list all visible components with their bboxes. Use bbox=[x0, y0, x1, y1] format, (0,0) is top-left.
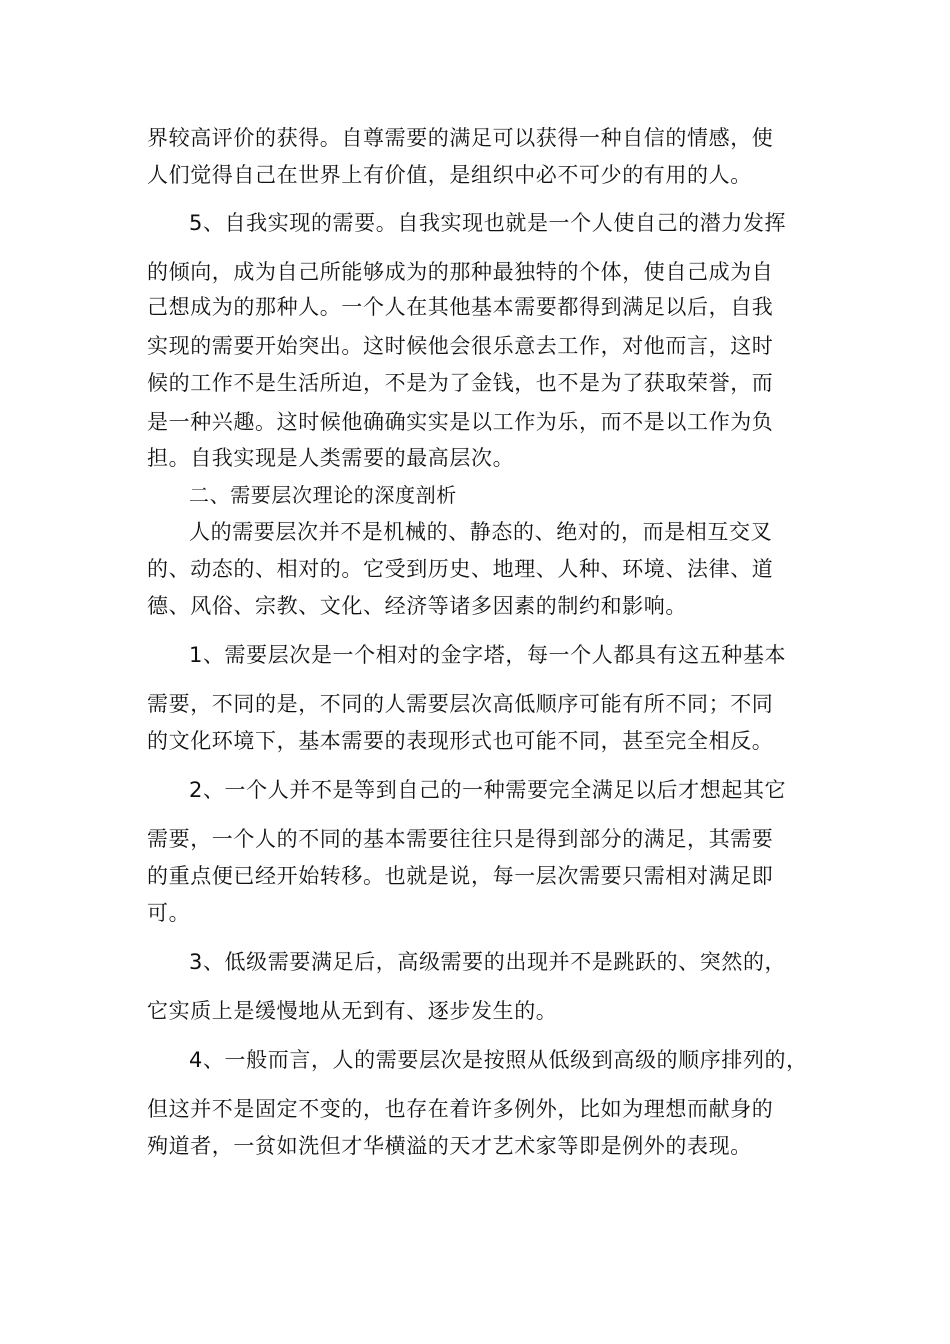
paragraph-start: 人的需要层次并不是机械的、静态的、绝对的，而是相互交叉 bbox=[189, 520, 773, 544]
text-line: 人们觉得自己在世界上有价值，是组织中必不可少的有用的人。 bbox=[147, 163, 752, 187]
section-heading: 二、需要层次理论的深度剖析 bbox=[189, 483, 457, 507]
text-line: 的重点便已经开始转移。也就是说，每一层次需要只需相对满足即 bbox=[147, 864, 774, 888]
text-line: 候的工作不是生活所迫，不是为了金钱，也不是为了获取荣誉，而 bbox=[147, 371, 774, 395]
paragraph-4-start: 4、一般而言，人的需要层次是按照从低级到高级的顺序排列的， bbox=[189, 1048, 808, 1072]
text-line: 的倾向，成为自己所能够成为的那种最独特的个体，使自己成为自 bbox=[147, 260, 774, 284]
text-line: 可。 bbox=[147, 901, 191, 925]
text-line: 实现的需要开始突出。这时候他会很乐意去工作，对他而言，这时 bbox=[147, 334, 774, 358]
text-line: 德、风俗、宗教、文化、经济等诸多因素的制约和影响。 bbox=[147, 594, 687, 618]
paragraph-3-start: 3、低级需要满足后，高级需要的出现并不是跳跃的、突然的， bbox=[189, 950, 787, 974]
paragraph-2-start: 2、一个人并不是等到自己的一种需要完全满足以后才想起其它 bbox=[189, 778, 787, 802]
text-line: 需要，不同的是，不同的人需要层次高低顺序可能有所不同；不同 bbox=[147, 692, 774, 716]
text-line: 需要，一个人的不同的基本需要往往只是得到部分的满足，其需要 bbox=[147, 827, 774, 851]
text-line: 的文化环境下，基本需要的表现形式也可能不同，甚至完全相反。 bbox=[147, 729, 774, 753]
text-line: 但这并不是固定不变的，也存在着许多例外，比如为理想而献身的 bbox=[147, 1097, 774, 1121]
text-line: 担。自我实现是人类需要的最高层次。 bbox=[147, 446, 515, 470]
text-line: 己想成为的那种人。一个人在其他基本需要都得到满足以后，自我 bbox=[147, 295, 774, 319]
text-line: 界较高评价的获得。自尊需要的满足可以获得一种自信的情感，使 bbox=[147, 126, 774, 150]
text-line: 的、动态的、相对的。它受到历史、地理、人种、环境、法律、道 bbox=[147, 557, 774, 581]
paragraph-5-start: 5、自我实现的需要。自我实现也就是一个人使自己的潜力发挥 bbox=[189, 211, 787, 235]
text-line: 殉道者，一贫如洗但才华横溢的天才艺术家等即是例外的表现。 bbox=[147, 1134, 752, 1158]
paragraph-1-start: 1、需要层次是一个相对的金字塔，每一个人都具有这五种基本 bbox=[189, 643, 787, 667]
text-line: 它实质上是缓慢地从无到有、逐步发生的。 bbox=[147, 999, 558, 1023]
text-line: 是一种兴趣。这时候他确确实实是以工作为乐，而不是以工作为负 bbox=[147, 410, 774, 434]
